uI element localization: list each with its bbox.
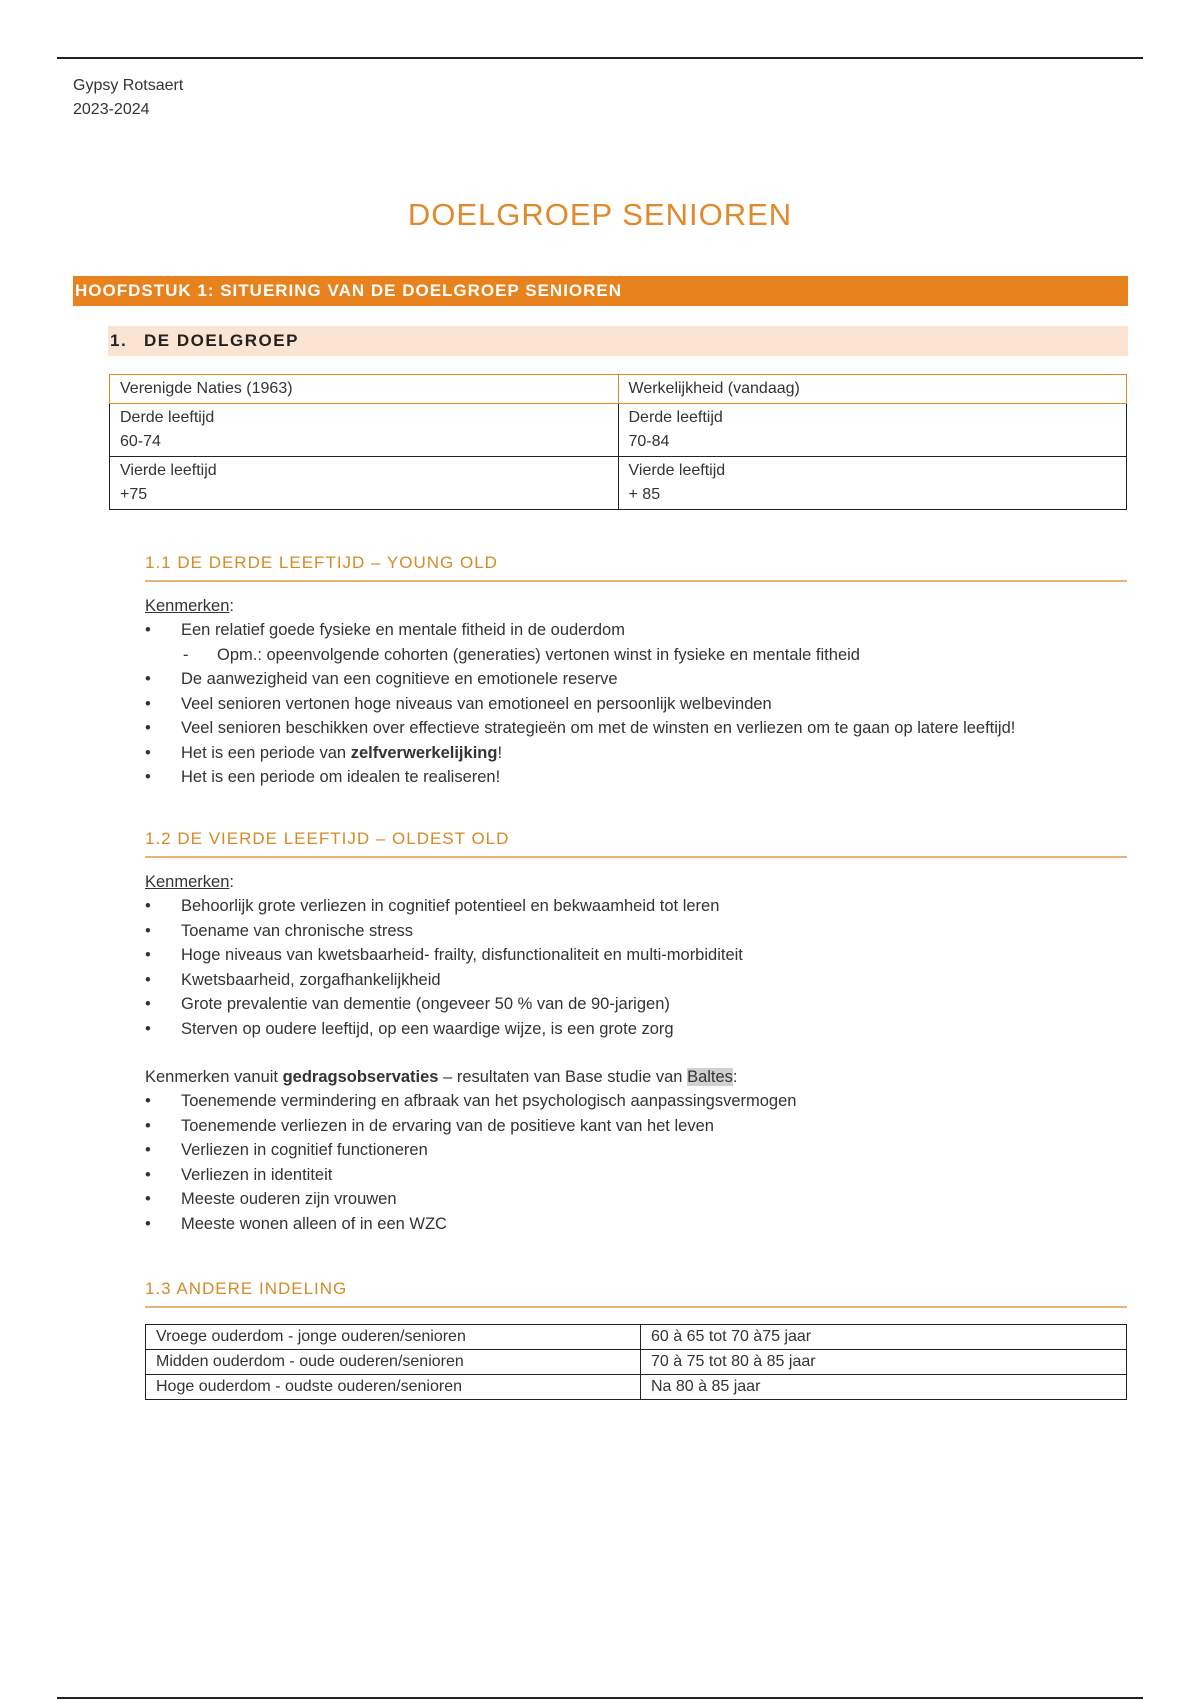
- top-rule: [57, 57, 1143, 59]
- table-row: [146, 1375, 1127, 1400]
- subsection-heading-1-2: 1.2 DE VIERDE LEEFTIJD – OLDEST OLD: [145, 829, 1127, 858]
- table-cell: Derde leeftijd 60-74: [110, 404, 619, 457]
- highlighted-name: Baltes: [687, 1068, 733, 1086]
- table-header-cell: Werkelijkheid (vandaag): [618, 375, 1127, 404]
- table-header-cell: Verenigde Naties (1963): [110, 375, 619, 404]
- chapter-heading: HOOFDSTUK 1: SITUERING VAN DE DOELGROEP SENIOREN: [73, 276, 1128, 306]
- kenmerken-label: Kenmerken: [145, 597, 230, 615]
- table-row: [110, 404, 1127, 457]
- list-item: • Toenemende vermindering en afbraak van het psychologisch aanpassingsvermogen: [145, 1089, 1155, 1114]
- academic-year: 2023-2024: [73, 101, 150, 118]
- list-item: • Kwetsbaarheid, zorgafhankelijkheid: [145, 968, 1155, 993]
- section-heading: [108, 326, 1128, 356]
- subsection-heading-1-3: 1.3 ANDERE INDELING: [145, 1279, 1127, 1308]
- table-cell: Na 80 à 85 jaar: [641, 1375, 1127, 1400]
- table-cell: 70 à 75 tot 80 à 85 jaar: [641, 1350, 1127, 1375]
- list-item: • Toenemende verliezen in de ervaring van de positieve kant van het leven: [145, 1114, 1155, 1139]
- age-definition-table: [109, 374, 1127, 510]
- bold-term: zelfverwerkelijking: [350, 743, 498, 762]
- list-item: • Grote prevalentie van dementie (ongeveer 50 % van de 90-jarigen): [145, 992, 1155, 1017]
- document-title: DOELGROEP SENIOREN: [407, 197, 793, 232]
- table-cell: Vierde leeftijd + 85: [618, 457, 1127, 510]
- table-cell: Hoge ouderdom - oudste ouderen/senioren: [146, 1375, 641, 1400]
- table-cell: Vroege ouderdom - jonge ouderen/senioren: [146, 1325, 641, 1350]
- section-number: 1.: [110, 331, 128, 350]
- list-item: • Toename van chronische stress: [145, 919, 1155, 944]
- table-row: [146, 1325, 1127, 1350]
- list-item: • Veel senioren beschikken over effectieve strategieën om met de winsten en verliezen om te gaan op latere leeftijd!: [145, 716, 1155, 741]
- table-row: [110, 457, 1127, 510]
- page-header: [73, 74, 183, 122]
- author-name: Gypsy Rotsaert: [73, 77, 184, 94]
- subsection-heading-1-1: 1.1 DE DERDE LEEFTIJD – YOUNG OLD: [145, 553, 1127, 582]
- table-cell: 60 à 65 tot 70 à75 jaar: [641, 1325, 1127, 1350]
- subsection-body-1-1: Kenmerken: • Een relatief goede fysieke en mentale fitheid in de ouderdom - Opm.: opeenvolgende cohorten (generaties) vertonen winst in fysieke en mentale fitheid • De aanwezigheid van een cognitieve en emotionele reserve • Veel senioren vertonen hoge niveaus van emotioneel en persoonlijk welbevinden • Veel senioren beschikken over effectieve strategieën om met de winsten en verliezen om te gaan op latere leeftijd! • Het is een periode van zelfverwerkelijking! • Het is een periode om idealen te realiseren!: [145, 594, 1155, 790]
- section-label: DE DOELGROEP: [144, 331, 299, 350]
- list-item: • Meeste ouderen zijn vrouwen: [145, 1187, 1155, 1212]
- table-cell: Midden ouderdom - oude ouderen/senioren: [146, 1350, 641, 1375]
- observations-intro: Kenmerken vanuit gedragsobservaties – resultaten van Base studie van Baltes:: [145, 1068, 738, 1086]
- list-item: • Behoorlijk grote verliezen in cognitief potentieel en bekwaamheid tot leren: [145, 894, 1155, 919]
- list-item: • De aanwezigheid van een cognitieve en emotionele reserve: [145, 667, 1155, 692]
- bullet-list: [145, 1089, 1155, 1236]
- list-item: • Verliezen in identiteit: [145, 1163, 1155, 1188]
- table-header-row: [110, 375, 1127, 404]
- kenmerken-label: Kenmerken: [145, 873, 230, 891]
- list-item: • Een relatief goede fysieke en mentale fitheid in de ouderdom: [145, 618, 1155, 643]
- list-item: • Verliezen in cognitief functioneren: [145, 1138, 1155, 1163]
- list-item: • Veel senioren vertonen hoge niveaus van emotioneel en persoonlijk welbevinden: [145, 692, 1155, 717]
- list-item: • Meeste wonen alleen of in een WZC: [145, 1212, 1155, 1237]
- bottom-rule: [57, 1697, 1143, 1699]
- list-item: • Sterven op oudere leeftijd, op een waardige wijze, is een grote zorg: [145, 1017, 1155, 1042]
- table-cell: Derde leeftijd 70-84: [618, 404, 1127, 457]
- table-row: [146, 1350, 1127, 1375]
- list-item: • Het is een periode van zelfverwerkelijking!: [145, 741, 1155, 766]
- table-cell: Vierde leeftijd +75: [110, 457, 619, 510]
- list-item: • Hoge niveaus van kwetsbaarheid- frailty, disfunctionaliteit en multi-morbiditeit: [145, 943, 1155, 968]
- bullet-list: [145, 894, 1155, 1041]
- bullet-list: [145, 618, 1155, 790]
- list-subitem: - Opm.: opeenvolgende cohorten (generaties) vertonen winst in fysieke en mentale fitheid: [145, 643, 1155, 668]
- age-classification-table: [145, 1324, 1127, 1400]
- list-item: • Het is een periode om idealen te realiseren!: [145, 765, 1155, 790]
- subsection-body-1-2: Kenmerken: • Behoorlijk grote verliezen in cognitief potentieel en bekwaamheid tot leren • Toename van chronische stress • Hoge niveaus van kwetsbaarheid- frailty, disfunctionaliteit en multi-morbiditeit • Kwetsbaarheid, zorgafhankelijkheid • Grote prevalentie van dementie (ongeveer 50 % van de 90-jarigen) • Sterven op oudere leeftijd, op een waardige wijze, is een grote zorg Kenmerken vanuit gedragsobservaties – resultaten van Base studie van Baltes: • Toenemende vermindering en afbraak van het psychologisch aanpassingsvermogen • Toenemende verliezen in de ervaring van de positieve kant van het leven • Verliezen in cognitief functioneren • Verliezen in identiteit • Meeste ouderen zijn vrouwen • Meeste wonen alleen of in een WZC: [145, 870, 1155, 1236]
